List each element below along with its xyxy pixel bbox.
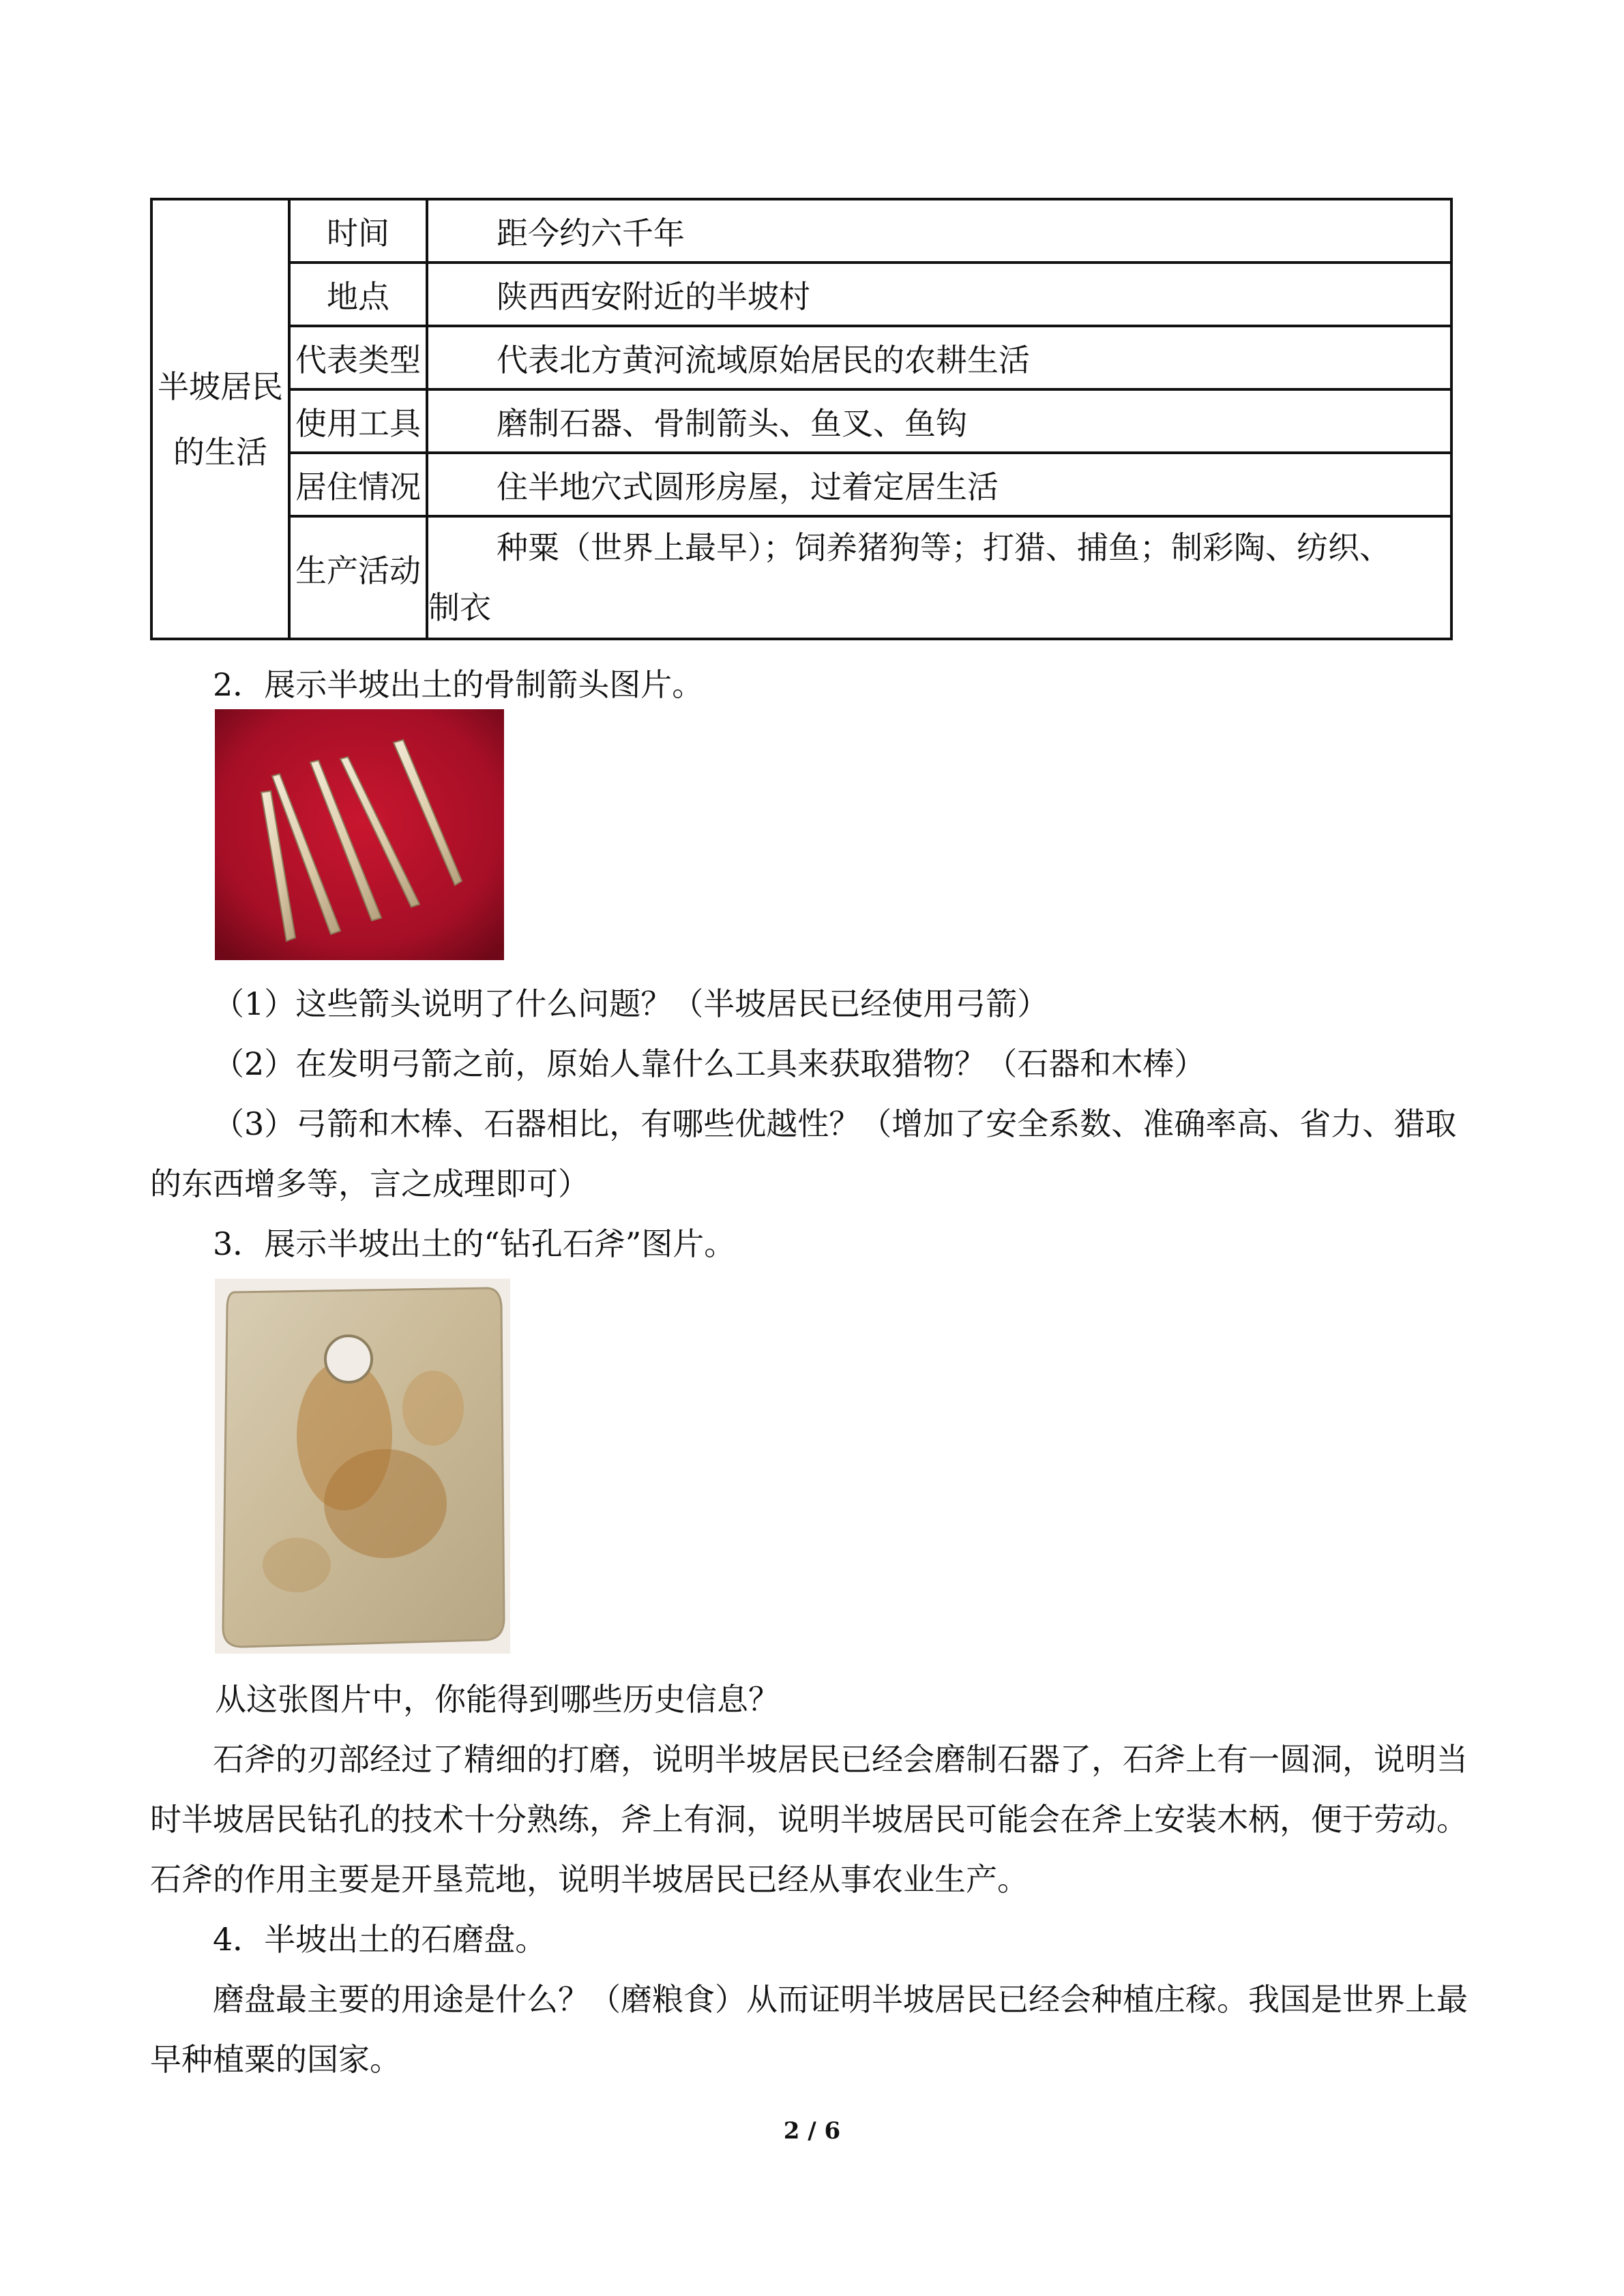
page-number: 2 / 6 (783, 2117, 841, 2145)
axe-answer: 石斧的刃部经过了精细的打磨，说明半坡居民已经会磨制石器了，石斧上有一圆洞，说明当时半坡居民钻孔的技术十分熟练，斧上有洞，说明半坡居民可能会在斧上安装木柄，便于劳动。石斧的作用主要是开垦荒地，说明半坡居民已经从事农业生产。 (150, 1741, 1468, 1898)
table-value-cell: 距今约六千年 (427, 199, 1451, 263)
table-key-cell: 地点 (289, 263, 427, 326)
table-key-cell: 代表类型 (289, 326, 427, 389)
table-row (151, 263, 1451, 326)
table-value-cell: 磨制石器、骨制箭头、鱼叉、鱼钩 (427, 389, 1451, 453)
group-label-line1: 半坡居民 (158, 368, 283, 405)
table-key-cell: 使用工具 (289, 389, 427, 453)
question-3: （3）弓箭和木棒、石器相比，有哪些优越性？（增加了安全系数、准确率高、省力、猎取的东西增多等，言之成理即可） (150, 1105, 1457, 1202)
table-row (151, 516, 1451, 639)
table-value-cell: 陕西西安附近的半坡村 (427, 263, 1451, 326)
table-row (151, 453, 1451, 516)
section-heading: 3．展示半坡出土的“钻孔石斧”图片。 (213, 1225, 736, 1262)
table-value-cell: 代表北方黄河流域原始居民的农耕生活 (427, 326, 1451, 389)
table-value-cell (427, 516, 1451, 639)
table-row (151, 326, 1451, 389)
bone-arrowheads-photo (215, 709, 504, 960)
axe-question: 从这张图片中，你能得到哪些历史信息？ (215, 1681, 780, 1718)
millstone-paragraph: 磨盘最主要的用途是什么？（磨粮食）从而证明半坡居民已经会种植庄稼。我国是世界上最早种植粟的国家。 (150, 1981, 1468, 2078)
section-heading: 2．展示半坡出土的骨制箭头图片。 (213, 666, 704, 703)
question-2: （2）在发明弓箭之前，原始人靠什么工具来获取猎物？（石器和木棒） (213, 1045, 1206, 1082)
section-heading: 4．半坡出土的石磨盘。 (213, 1921, 547, 1958)
table-value-continuation: 制衣 (428, 589, 491, 626)
table-group-cell (151, 199, 289, 639)
table-row (151, 199, 1451, 263)
table-key-cell: 生产活动 (289, 516, 427, 639)
banpo-life-table (150, 198, 1453, 640)
table-value-cell: 住半地穴式圆形房屋，过着定居生活 (427, 453, 1451, 516)
table-row (151, 389, 1451, 453)
drilled-stone-axe-photo (215, 1279, 510, 1654)
table-key-cell: 时间 (289, 199, 427, 263)
question-1: （1）这些箭头说明了什么问题？（半坡居民已经使用弓箭） (213, 985, 1049, 1022)
table-value-text: 种粟（世界上最早）；饲养猪狗等；打猎、捕鱼；制彩陶、纺织、 (497, 529, 1391, 566)
table-key-cell: 居住情况 (289, 453, 427, 516)
group-label-line2: 的生活 (173, 433, 267, 471)
